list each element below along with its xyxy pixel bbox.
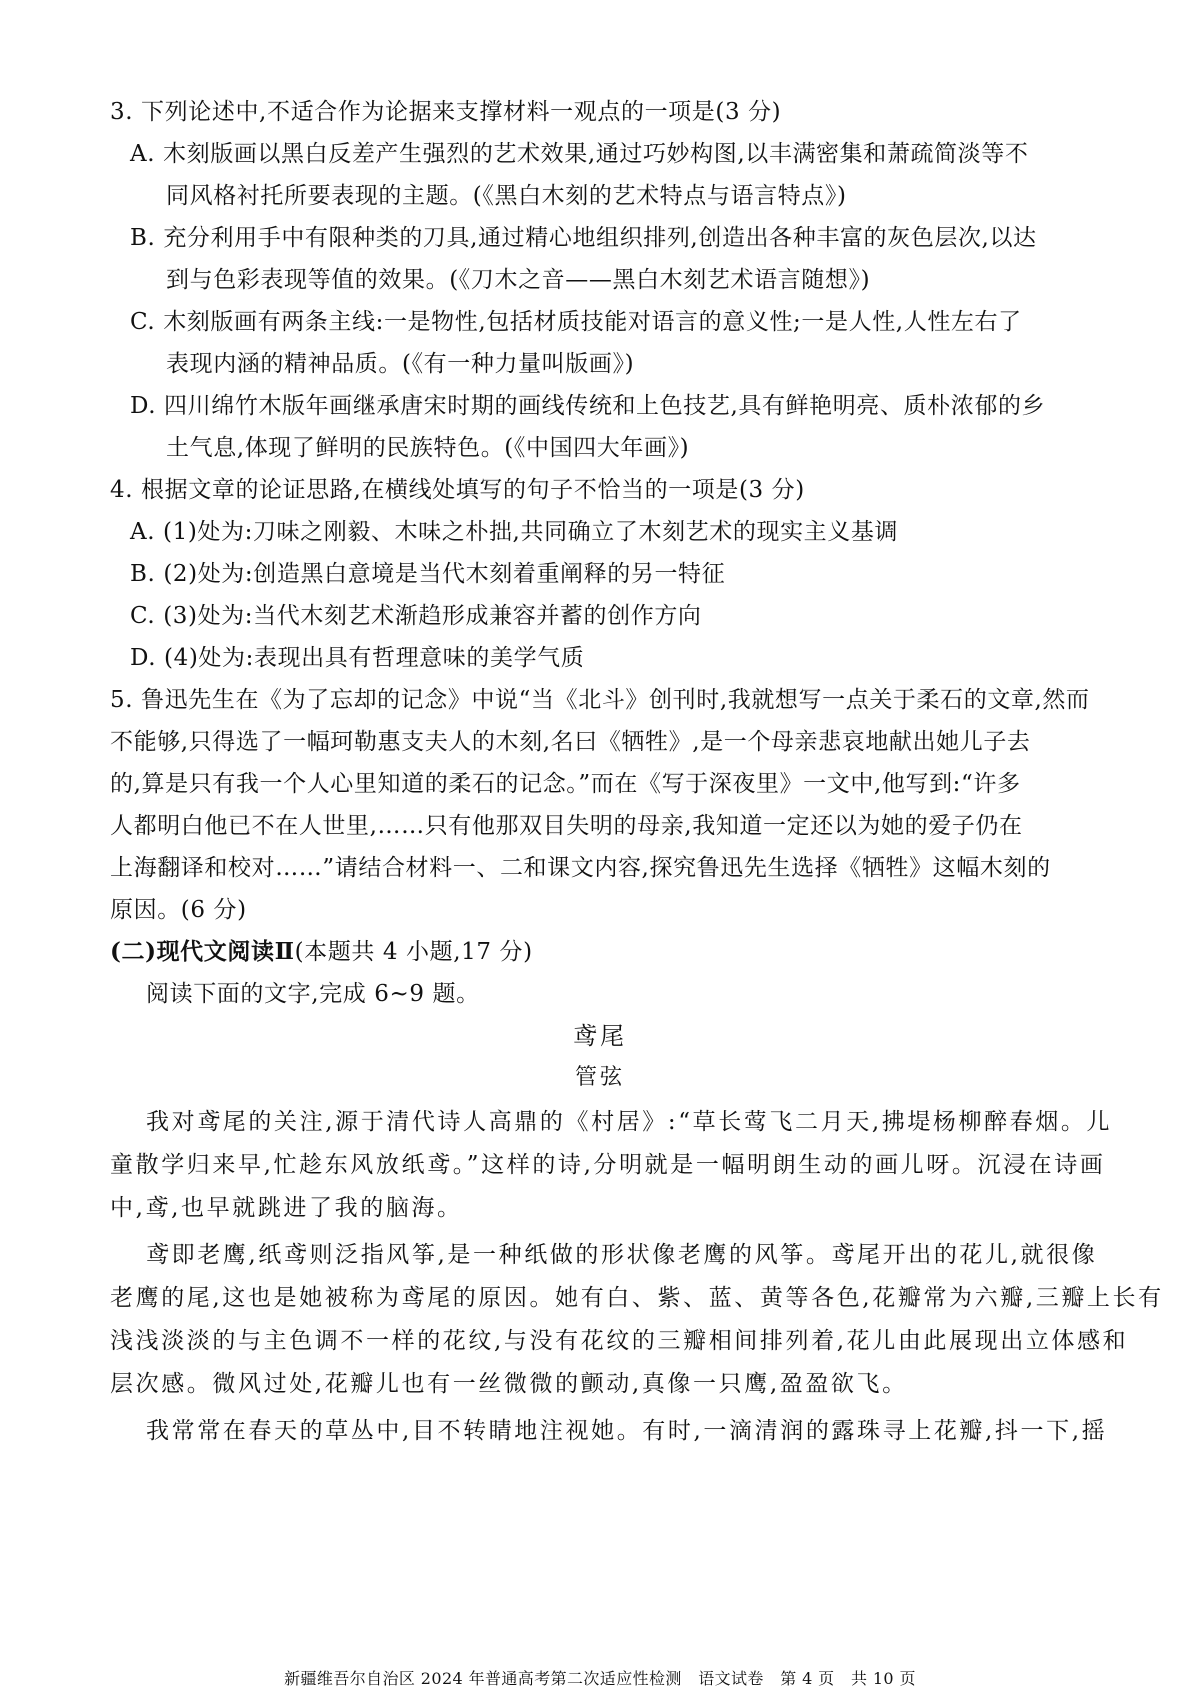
q3-option-d-line2: 土气息,体现了鲜明的民族特色。(《中国四大年画》) <box>166 435 690 461</box>
q4-option-c: C. (3)处为:当代木刻艺术渐趋形成兼容并蓄的创作方向 <box>130 603 702 629</box>
essay-line: 我对鸢尾的关注,源于清代诗人高鼎的《村居》:“草长莺飞二月天,拂堤杨柳醉春烟。儿 <box>146 1109 1113 1135</box>
q5-line: 人都明白他已不在人世里,……只有他那双目失明的母亲,我知道一定还以为她的爱子仍在 <box>110 813 1023 839</box>
essay-author: 管弦 <box>574 1065 625 1090</box>
q3-option-c-line1: C. 木刻版画有两条主线:一是物性,包括材质技能对语言的意义性;一是人性,人性左右了 <box>130 309 1022 335</box>
q3-option-a-line1: A. 木刻版画以黑白反差产生强烈的艺术效果,通过巧妙构图,以丰满密集和萧疏简淡等不 <box>130 141 1029 167</box>
essay-title: 鸢尾 <box>573 1022 627 1050</box>
essay-line: 我常常在春天的草丛中,目不转睛地注视她。有时,一滴清润的露珠寻上花瓣,抖一下,摇 <box>146 1418 1108 1444</box>
essay-line: 老鹰的尾,这也是她被称为鸢尾的原因。她有白、紫、蓝、黄等各色,花瓣常为六瓣,三瓣上长有 <box>110 1285 1164 1311</box>
essay-line: 层次感。微风过处,花瓣儿也有一丝微微的颤动,真像一只鹰,盈盈欲飞。 <box>110 1371 908 1397</box>
section-heading-note: (本题共 4 小题,17 分) <box>294 939 533 965</box>
q5-line: 5. 鲁迅先生在《为了忘却的记念》中说“当《北斗》创刊时,我就想写一点关于柔石的文章,然而 <box>110 687 1090 713</box>
q5-line: 不能够,只得选了一幅珂勒惠支夫人的木刻,名曰《牺牲》,是一个母亲悲哀地献出她儿子去 <box>110 729 1031 755</box>
essay-line: 鸢即老鹰,纸鸢则泛指风筝,是一种纸做的形状像老鹰的风筝。鸢尾开出的花儿,就很像 <box>146 1242 1098 1268</box>
q4-option-d: D. (4)处为:表现出具有哲理意味的美学气质 <box>130 645 585 671</box>
page-footer: 新疆维吾尔自治区 2024 年普通高考第二次适应性检测 语文试卷 第 4 页 共 10 页 <box>284 1669 916 1688</box>
q3-stem: 3. 下列论述中,不适合作为论据来支撑材料一观点的一项是(3 分) <box>110 99 782 125</box>
q5-line: 原因。(6 分) <box>110 897 247 923</box>
essay-line: 中,鸢,也早就跳进了我的脑海。 <box>110 1195 463 1221</box>
q3-option-b-line2: 到与色彩表现等值的效果。(《刀木之音——黑白木刻艺术语言随想》) <box>166 267 871 293</box>
q4-option-a: A. (1)处为:刀味之刚毅、木味之朴拙,共同确立了木刻艺术的现实主义基调 <box>130 519 899 545</box>
q5-line: 上海翻译和校对……”请结合材料一、二和课文内容,探究鲁迅先生选择《牺牲》这幅木刻的 <box>110 855 1051 881</box>
section-heading-title: (二)现代文阅读Ⅱ <box>110 938 295 965</box>
essay-line: 童散学归来早,忙趁东风放纸鸢。”这样的诗,分明就是一幅明朗生动的画儿呀。沉浸在诗画 <box>110 1152 1106 1178</box>
section-heading <box>110 937 533 967</box>
q4-stem: 4. 根据文章的论证思路,在横线处填写的句子不恰当的一项是(3 分) <box>110 477 805 503</box>
section-instruction: 阅读下面的文字,完成 6~9 题。 <box>146 981 480 1007</box>
q3-option-b-line1: B. 充分利用手中有限种类的刀具,通过精心地组织排列,创造出各种丰富的灰色层次,以达 <box>130 225 1037 251</box>
essay-line: 浅浅淡淡的与主色调不一样的花纹,与没有花纹的三瓣相间排列着,花儿由此展现出立体感和 <box>110 1328 1129 1354</box>
q5-line: 的,算是只有我一个人心里知道的柔石的记念。”而在《写于深夜里》一文中,他写到:“许多 <box>110 771 1021 797</box>
q3-option-a-line2: 同风格衬托所要表现的主题。(《黑白木刻的艺术特点与语言特点》) <box>166 183 847 209</box>
q3-option-d-line1: D. 四川绵竹木版年画继承唐宋时期的画线传统和上色技艺,具有鲜艳明亮、质朴浓郁的乡 <box>130 393 1046 419</box>
q3-option-c-line2: 表现内涵的精神品质。(《有一种力量叫版画》) <box>166 351 635 377</box>
q4-option-b: B. (2)处为:创造黑白意境是当代木刻着重阐释的另一特征 <box>130 561 726 587</box>
